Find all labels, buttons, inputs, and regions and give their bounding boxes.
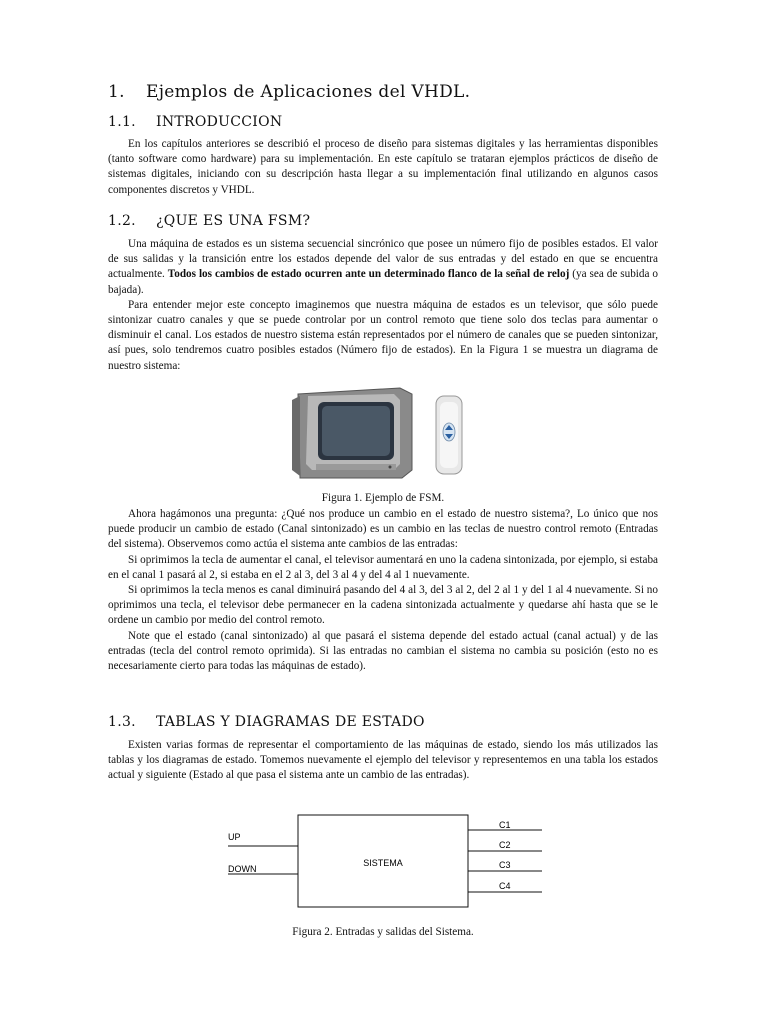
output-label-c3: C3 xyxy=(499,860,511,870)
fsm-definition-paragraph: Una máquina de estados es un sistema secuencial sincrónico que posee un número fijo de posibles estados. El valor de sus salidas y la transición entre los estados depende del valor de sus entradas y del estado en que se encuentra actualmente. Todos los cambios de estado ocurren ante un determinado flanco de la señal de reloj (ya sea de subida o bajada). xyxy=(108,238,659,296)
section-title: INTRODUCCION xyxy=(156,114,283,130)
chapter-heading xyxy=(108,82,658,102)
figure2-caption: Figura 2. Entradas y salidas del Sistema. xyxy=(292,926,474,938)
section-number: 1.3. xyxy=(108,714,136,730)
tv-icon xyxy=(292,388,412,478)
question-paragraph: Ahora hagámonos una pregunta: ¿Qué nos produce un cambio en el estado de nuestro sistema?, Lo único que nos puede producir un cambio de estado (Canal sintonizado) es un cambio en las teclas de nuestro control remoto (Entradas del sistema). Observemos como actúa el sistema ante cambios de las entradas: xyxy=(108,508,658,551)
sistema-label: SISTEMA xyxy=(363,858,403,868)
figure2-diagram xyxy=(220,810,550,910)
fsm-tv-paragraph: Para entender mejor este concepto imaginemos que nuestra máquina de estados es un televisor, que sólo puede sintonizar cuatro canales y que se puede controlar por un control remoto que tiene solo dos teclas para aumentar o disminuir el canal. Los estados de nuestro sistema están representados por el número de canales que se pueden sintonizar, así pues, solo tendremos cuatro posibles estados (Número fijo de estados). En la Figura 1 se muestra un diagrama de nuestro sistema: xyxy=(108,298,658,372)
input-label-down: DOWN xyxy=(228,864,257,874)
section-number: 1.2. xyxy=(108,213,136,229)
increase-paragraph: Si oprimimos la tecla de aumentar el canal, el televisor aumentará en uno la cadena sintonizada, por ejemplo, si estaba en el canal 1 pasará al 2, si estaba en el 2 al 3, del 3 al 4 y del 4 al 1 nuevamente. xyxy=(108,553,658,581)
output-label-c4: C4 xyxy=(499,881,511,891)
section-heading-fsm xyxy=(108,213,658,229)
section-heading-introduccion xyxy=(108,114,658,130)
intro-paragraph: En los capítulos anteriores se describió el proceso de diseño para sistemas digitales y las herramientas disponibles (tanto software como hardware) para su implementación. En este capítulo se trataran ejemplos prácticos de diseño de sistemas digitales, iniciando con su descripción hasta llegar a su implementación final utilizando en algunos casos componentes discretos y VHDL. xyxy=(108,138,658,196)
section-heading-tablas xyxy=(108,714,658,730)
fsm-behavior-block xyxy=(108,507,658,674)
section-title: TABLAS Y DIAGRAMAS DE ESTADO xyxy=(156,714,425,730)
intro-paragraph-block xyxy=(108,137,658,198)
tablas-text-block xyxy=(108,738,658,784)
figure1-image xyxy=(290,386,480,484)
output-label-c2: C2 xyxy=(499,840,511,850)
section-number: 1.1. xyxy=(108,114,136,130)
fsm-text-block xyxy=(108,237,658,374)
output-label-c1: C1 xyxy=(499,820,511,830)
decrease-paragraph: Si oprimimos la tecla menos es canal diminuirá pasando del 4 al 3, del 3 al 2, del 2 al 1 y del 1 al 4 nuevamente. Si no oprimimos una tecla, el televisor debe permanecer en la cadena sintonizada actualmente y quedarse ahí hasta que se le ordene un cambio por medio del control remoto. xyxy=(108,584,658,627)
tablas-paragraph: Existen varias formas de representar el comportamiento de las máquinas de estado, siendo los más utilizados las tablas y los diagramas de estado. Tomemos nuevamente el ejemplo del televisor y representemos en una tabla los estados actual y siguiente (Estado al que pasa el sistema ante un cambio de las entradas). xyxy=(108,739,658,782)
section-title: ¿QUE ES UNA FSM? xyxy=(156,213,311,229)
figure1-caption: Figura 1. Ejemplo de FSM. xyxy=(321,492,445,504)
input-label-up: UP xyxy=(228,832,241,842)
note-paragraph: Note que el estado (canal sintonizado) al que pasará el sistema depende del estado actual (canal actual) y de las entradas (tecla del control remoto oprimida). Si las entradas no cambian el sistema no cambia su posición (esto no es necesariamente cierto para todas las máquinas de estado). xyxy=(108,629,658,673)
remote-control-icon xyxy=(436,396,462,474)
chapter-title: Ejemplos de Aplicaciones del VHDL. xyxy=(146,82,471,102)
bold-statement: Todos los cambios de estado ocurren ante un determinado flanco de la señal de reloj xyxy=(167,268,570,281)
chapter-number: 1. xyxy=(108,82,125,102)
